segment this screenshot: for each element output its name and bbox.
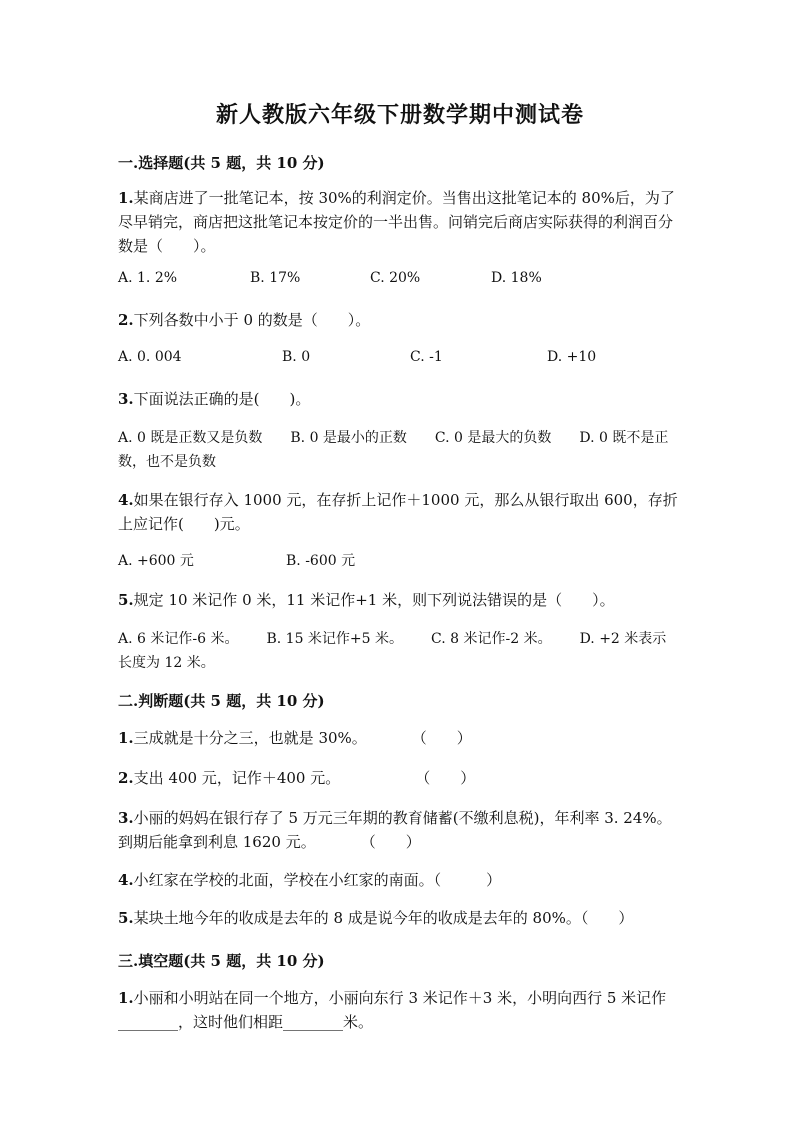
question-text: 小丽和小明站在同一个地方，小丽向东行 3 米记作＋3 米，小明向西行 5 米记作________，这时他们相距________米。 [118,989,667,1031]
question-1-4 [118,488,683,536]
question-number: 2. [118,769,134,787]
option-a: A. 6 米记作-6 米。 [118,631,239,647]
options-1-4 [118,550,683,572]
option-b: B. 0 是最小的正数 [290,430,407,446]
question-text: 某商店进了一批笔记本，按 30%的利润定价。当售出这批笔记本的 80%后，为了尽早销完，商店把这批笔记本按定价的一半出售。问销完后商店实际获得的利润百分数是（ ）。 [118,189,675,255]
question-text: 下面说法正确的是( )。 [133,390,311,408]
option-d: D. +10 [547,349,597,365]
option-a: A. +600 元 [118,553,194,569]
question-1-5 [118,588,683,612]
question-number: 3. [118,390,134,408]
option-c: C. 20% [370,270,421,286]
options-1-2 [118,349,683,371]
option-c: C. -1 [410,349,443,365]
option-b: B. 15 米记作+5 米。 [266,631,404,647]
options-1-5 [118,627,678,675]
question-text: 小红家在学校的北面，学校在小红家的南面。（ ） [133,871,502,889]
option-d: D. +2 米表示长度为 12 米。 [118,631,667,671]
question-2-5 [118,906,683,930]
section-heading-judgement: 二.判断题(共 5 题，共 10 分) [118,692,325,710]
question-number: 1. [118,729,134,747]
section-heading-fill-blank: 三.填空题(共 5 题，共 10 分) [118,952,325,970]
option-d: D. 0 既不是正数，也不是负数 [118,430,669,470]
question-text: 下列各数中小于 0 的数是（ ）。 [133,311,371,329]
question-number: 4. [118,491,134,509]
question-number: 5. [118,591,134,609]
question-text: 小丽的妈妈在银行存了 5 万元三年期的教育储蓄(不缴利息税)，年利率 3. 24%。到期后能拿到利息 1620 元。 （ ） [118,809,672,851]
option-b: B. -600 元 [286,553,356,569]
option-b: B. 0 [282,349,311,365]
option-d: D. 18% [491,270,542,286]
option-c: C. 0 是最大的负数 [434,430,552,446]
question-2-3 [118,806,683,854]
question-1-3 [118,387,683,411]
question-3-1 [118,986,683,1034]
option-b: B. 17% [250,270,301,286]
question-2-2 [118,766,683,790]
question-number: 4. [118,871,134,889]
question-number: 5. [118,909,134,927]
question-text: 规定 10 米记作 0 米，11 米记作+1 米，则下列说法错误的是（ ）。 [133,591,615,609]
option-c: C. 8 米记作-2 米。 [431,631,552,647]
question-1-1 [118,186,683,258]
page-title: 新人教版六年级下册数学期中测试卷 [215,102,584,128]
question-text: 如果在银行存入 1000 元，在存折上记作＋1000 元，那么从银行取出 600，存折上应记作( )元。 [118,491,678,533]
option-a: A. 0 既是正数又是负数 [118,430,263,446]
question-1-2 [118,308,683,332]
options-1-3 [118,426,678,474]
question-number: 1. [118,189,134,207]
question-number: 3. [118,809,134,827]
option-a: A. 1. 2% [118,270,178,286]
question-number: 1. [118,989,134,1007]
question-2-1 [118,726,683,750]
option-a: A. 0. 004 [118,349,182,365]
question-text: 三成就是十分之三，也就是 30%。 （ ） [133,729,472,747]
question-text: 某块土地今年的收成是去年的 8 成是说今年的收成是去年的 80%。（ ） [133,909,634,927]
question-text: 支出 400 元，记作＋400 元。 （ ） [133,769,476,787]
options-1-1 [118,270,683,292]
section-heading-choice: 一.选择题(共 5 题，共 10 分) [118,154,325,172]
question-number: 2. [118,311,134,329]
question-2-4 [118,868,683,892]
